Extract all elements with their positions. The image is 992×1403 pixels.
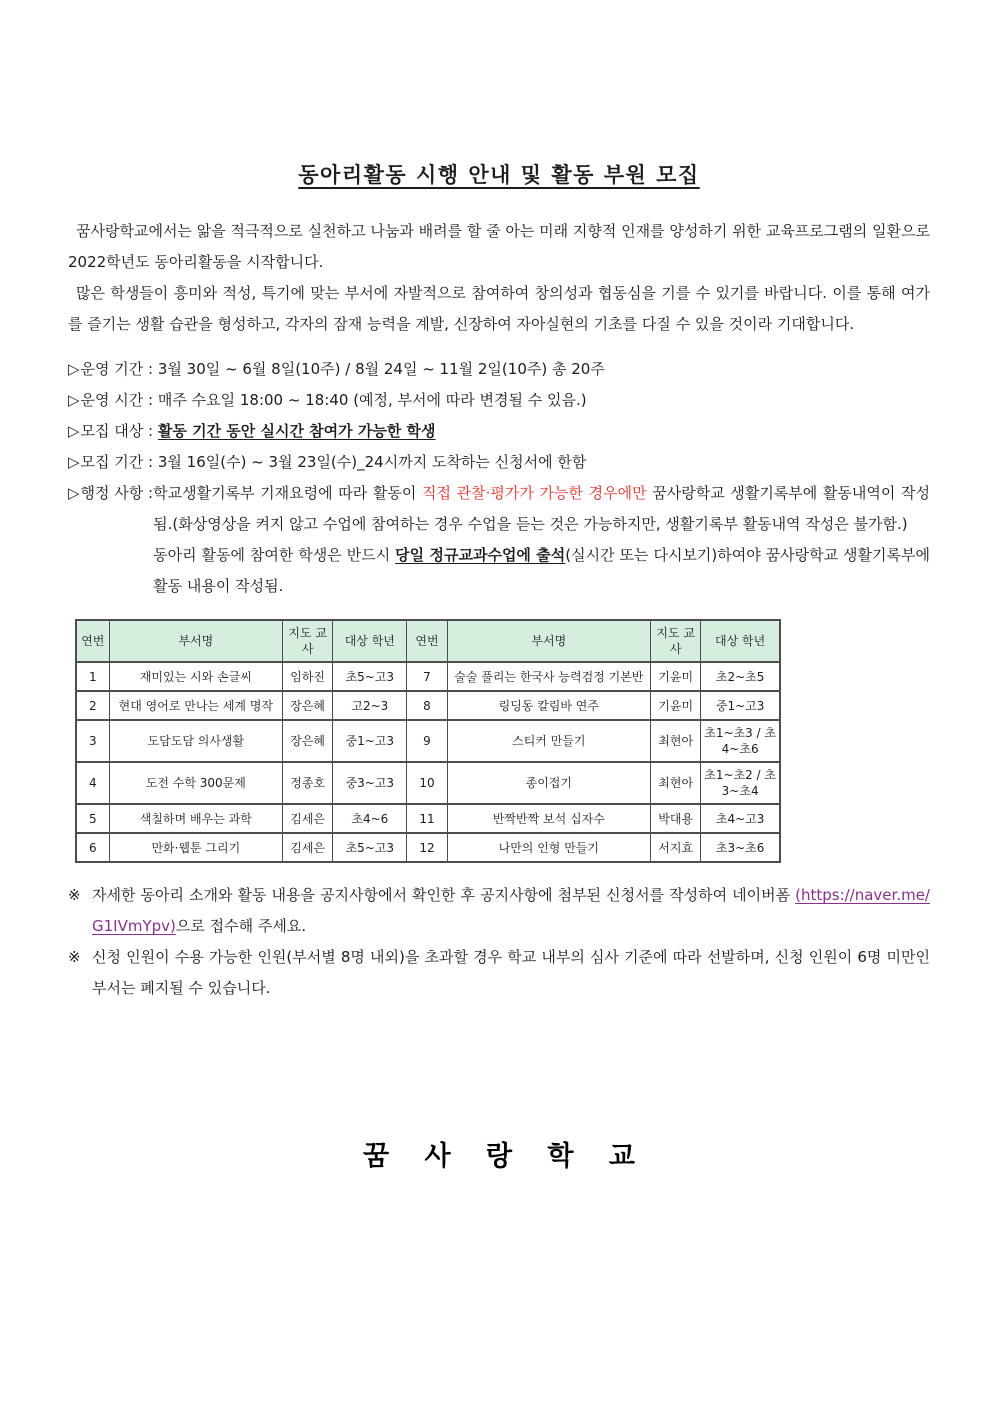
column-header-teacher: 지도 교사 bbox=[283, 620, 333, 662]
reference-mark-icon: ※ bbox=[68, 886, 81, 904]
note-text: 신청 인원이 수용 가능한 인원(부서별 8명 내외)을 초과할 경우 학교 내부의 심사 기준에 따라 선발하며, 신청 인원이 6명 미만인 부서는 폐지될 수 있습니다. bbox=[92, 948, 930, 997]
cell-target-grade: 초3~초6 bbox=[701, 833, 780, 862]
cell-club-name: 재미있는 시와 손글씨 bbox=[109, 662, 282, 691]
column-header-club-name: 부서명 bbox=[109, 620, 282, 662]
cell-target-grade: 초4~6 bbox=[333, 804, 407, 833]
cell-teacher: 장은혜 bbox=[283, 720, 333, 762]
cell-target-grade: 초1~초3 / 초4~초6 bbox=[701, 720, 780, 762]
note-text bbox=[92, 880, 930, 942]
bullet-label: 운영 기간 bbox=[80, 360, 144, 378]
cell-index: 3 bbox=[76, 720, 109, 762]
column-header-teacher: 지도 교사 bbox=[651, 620, 701, 662]
admin-label-group bbox=[68, 478, 153, 509]
admin-content bbox=[153, 478, 930, 602]
school-name: 꿈 사 랑 학 교 bbox=[362, 1141, 648, 1172]
cell-index: 4 bbox=[76, 762, 109, 804]
admin-red-emphasis: 직접 관찰·평가가 가능한 경우에만 bbox=[422, 484, 647, 502]
cell-club-name: 만화·웹툰 그리기 bbox=[109, 833, 282, 862]
bullet-recruit-target bbox=[68, 416, 930, 447]
bullet-separator: : bbox=[143, 422, 158, 440]
column-header-club-name: 부서명 bbox=[447, 620, 651, 662]
triangle-bullet-icon: ▷ bbox=[68, 360, 80, 378]
bullet-separator: : bbox=[143, 453, 158, 471]
bullet-recruit-period bbox=[68, 447, 930, 478]
cell-index: 5 bbox=[76, 804, 109, 833]
admin-paragraph-1 bbox=[153, 478, 930, 540]
cell-teacher: 정종호 bbox=[283, 762, 333, 804]
reference-mark-icon: ※ bbox=[68, 948, 81, 966]
cell-target-grade: 고2~3 bbox=[333, 691, 407, 720]
intro-paragraph-1: 꿈사랑학교에서는 앎을 적극적으로 실천하고 나눔과 배려를 할 줄 아는 미래 지향적 인재를 양성하기 위한 교육프로그램의 일환으로 2022학년도 동아리활동을 시작합니다. bbox=[68, 222, 930, 271]
cell-index: 7 bbox=[407, 662, 447, 691]
page-title: 동아리활동 시행 안내 및 활동 부원 모집 bbox=[298, 163, 700, 187]
cell-club-name: 나만의 인형 만들기 bbox=[447, 833, 651, 862]
admin-paragraph-2 bbox=[153, 540, 930, 602]
triangle-bullet-icon: ▷ bbox=[68, 453, 80, 471]
table-row bbox=[76, 804, 780, 833]
bullet-label: 모집 대상 bbox=[80, 422, 144, 440]
cell-club-name: 종이접기 bbox=[447, 762, 651, 804]
cell-club-name: 현대 영어로 만나는 세계 명작 bbox=[109, 691, 282, 720]
table-row bbox=[76, 833, 780, 862]
bullet-operating-time bbox=[68, 385, 930, 416]
note-capacity bbox=[68, 942, 930, 1004]
cell-index: 9 bbox=[407, 720, 447, 762]
cell-index: 1 bbox=[76, 662, 109, 691]
admin-bold-underline-emphasis: 당일 정규교과수업에 출석 bbox=[395, 546, 566, 564]
club-list-table bbox=[75, 619, 781, 863]
table-row bbox=[76, 720, 780, 762]
table-row bbox=[76, 691, 780, 720]
cell-target-grade: 초2~초5 bbox=[701, 662, 780, 691]
cell-index: 6 bbox=[76, 833, 109, 862]
cell-teacher: 장은혜 bbox=[283, 691, 333, 720]
cell-target-grade: 중3~고3 bbox=[333, 762, 407, 804]
intro-paragraph-2: 많은 학생들이 흥미와 적성, 특기에 맞는 부서에 자발적으로 참여하여 창의성과 협동심을 기를 수 있기를 바랍니다. 이를 통해 여가를 즐기는 생활 습관을 형성하고, 각자의 잠재 능력을 계발, 신장하여 자아실현의 기초를 다질 수 있을 것이라 기대합니다. bbox=[68, 284, 930, 333]
cell-index: 2 bbox=[76, 691, 109, 720]
cell-club-name: 반짝반짝 보석 십자수 bbox=[447, 804, 651, 833]
bullet-separator: : bbox=[143, 391, 158, 409]
cell-teacher: 서지효 bbox=[651, 833, 701, 862]
cell-target-grade: 초4~고3 bbox=[701, 804, 780, 833]
cell-target-grade: 초5~고3 bbox=[333, 662, 407, 691]
bullet-operating-period bbox=[68, 354, 930, 385]
cell-teacher: 김세은 bbox=[283, 833, 333, 862]
club-table-header bbox=[76, 620, 780, 662]
column-header-index: 연번 bbox=[407, 620, 447, 662]
info-bullet-list bbox=[68, 354, 930, 602]
table-row bbox=[76, 762, 780, 804]
cell-club-name: 도전 수학 300문제 bbox=[109, 762, 282, 804]
note-application bbox=[68, 880, 930, 942]
triangle-bullet-icon: ▷ bbox=[68, 391, 80, 409]
footnotes bbox=[68, 880, 930, 1004]
column-header-target-grade: 대상 학년 bbox=[333, 620, 407, 662]
cell-teacher: 기윤미 bbox=[651, 691, 701, 720]
admin-text: (실시간 또는 다시보기)하여야 꿈사랑학교 생활기록부에 활동 내용이 작성됨. bbox=[153, 546, 930, 595]
cell-teacher: 김세은 bbox=[283, 804, 333, 833]
bullet-text-emphasized: 활동 기간 동안 실시간 참여가 가능한 학생 bbox=[157, 422, 436, 440]
cell-index: 10 bbox=[407, 762, 447, 804]
bullet-text: 3월 16일(수) ~ 3월 23일(수)_24시까지 도착하는 신청서에 한함 bbox=[157, 453, 587, 471]
cell-index: 12 bbox=[407, 833, 447, 862]
cell-teacher: 최현아 bbox=[651, 762, 701, 804]
column-header-index: 연번 bbox=[76, 620, 109, 662]
cell-target-grade: 중1~고3 bbox=[333, 720, 407, 762]
bullet-label: 행정 사항 bbox=[80, 484, 144, 502]
cell-club-name: 도담도담 의사생활 bbox=[109, 720, 282, 762]
admin-text: 동아리 활동에 참여한 학생은 반드시 bbox=[153, 546, 396, 564]
cell-club-name: 색칠하며 배우는 과학 bbox=[109, 804, 282, 833]
bullet-text: 3월 30일 ~ 6월 8일(10주) / 8월 24일 ~ 11월 2일(10주) 총 20주 bbox=[157, 360, 605, 378]
note-text-post: 으로 접수해 주세요. bbox=[175, 917, 307, 935]
club-table-body bbox=[76, 662, 780, 862]
cell-club-name: 술술 풀리는 한국사 능력검정 기본반 bbox=[447, 662, 651, 691]
cell-club-name: 스티커 만들기 bbox=[447, 720, 651, 762]
bullet-separator: : bbox=[143, 360, 158, 378]
cell-target-grade: 초5~고3 bbox=[333, 833, 407, 862]
bullet-label: 모집 기간 bbox=[80, 453, 144, 471]
naver-form-link[interactable]: (https://naver.me/G1IVmYpv) bbox=[92, 886, 930, 935]
cell-teacher: 최현아 bbox=[651, 720, 701, 762]
bullet-admin-matters bbox=[68, 478, 930, 602]
bullet-label: 운영 시간 bbox=[80, 391, 144, 409]
table-row bbox=[76, 662, 780, 691]
bullet-separator: : bbox=[143, 484, 154, 502]
triangle-bullet-icon: ▷ bbox=[68, 422, 80, 440]
cell-club-name: 링딩동 칼림바 연주 bbox=[447, 691, 651, 720]
admin-text: 학교생활기록부 기재요령에 따라 활동이 bbox=[153, 484, 423, 502]
note-text-pre: 자세한 동아리 소개와 활동 내용을 공지사항에서 확인한 후 공지사항에 첨부된 신청서를 작성하여 네이버폼 bbox=[92, 886, 796, 904]
cell-target-grade: 중1~고3 bbox=[701, 691, 780, 720]
cell-index: 11 bbox=[407, 804, 447, 833]
triangle-bullet-icon: ▷ bbox=[68, 484, 80, 502]
cell-teacher: 임하진 bbox=[283, 662, 333, 691]
cell-index: 8 bbox=[407, 691, 447, 720]
cell-target-grade: 초1~초2 / 초3~초4 bbox=[701, 762, 780, 804]
bullet-text: 매주 수요일 18:00 ~ 18:40 (예정, 부서에 따라 변경될 수 있음.) bbox=[157, 391, 587, 409]
column-header-target-grade: 대상 학년 bbox=[701, 620, 780, 662]
table-header-row bbox=[76, 620, 780, 662]
admin-text: 꿈사랑학교 생활기록부에 활동내역이 작성됨.(화상영상을 켜지 않고 수업에 참여하는 경우 수업을 듣는 것은 가능하지만, 생활기록부 활동내역 작성은 불가함.) bbox=[153, 484, 931, 533]
cell-teacher: 박대용 bbox=[651, 804, 701, 833]
cell-teacher: 기윤미 bbox=[651, 662, 701, 691]
